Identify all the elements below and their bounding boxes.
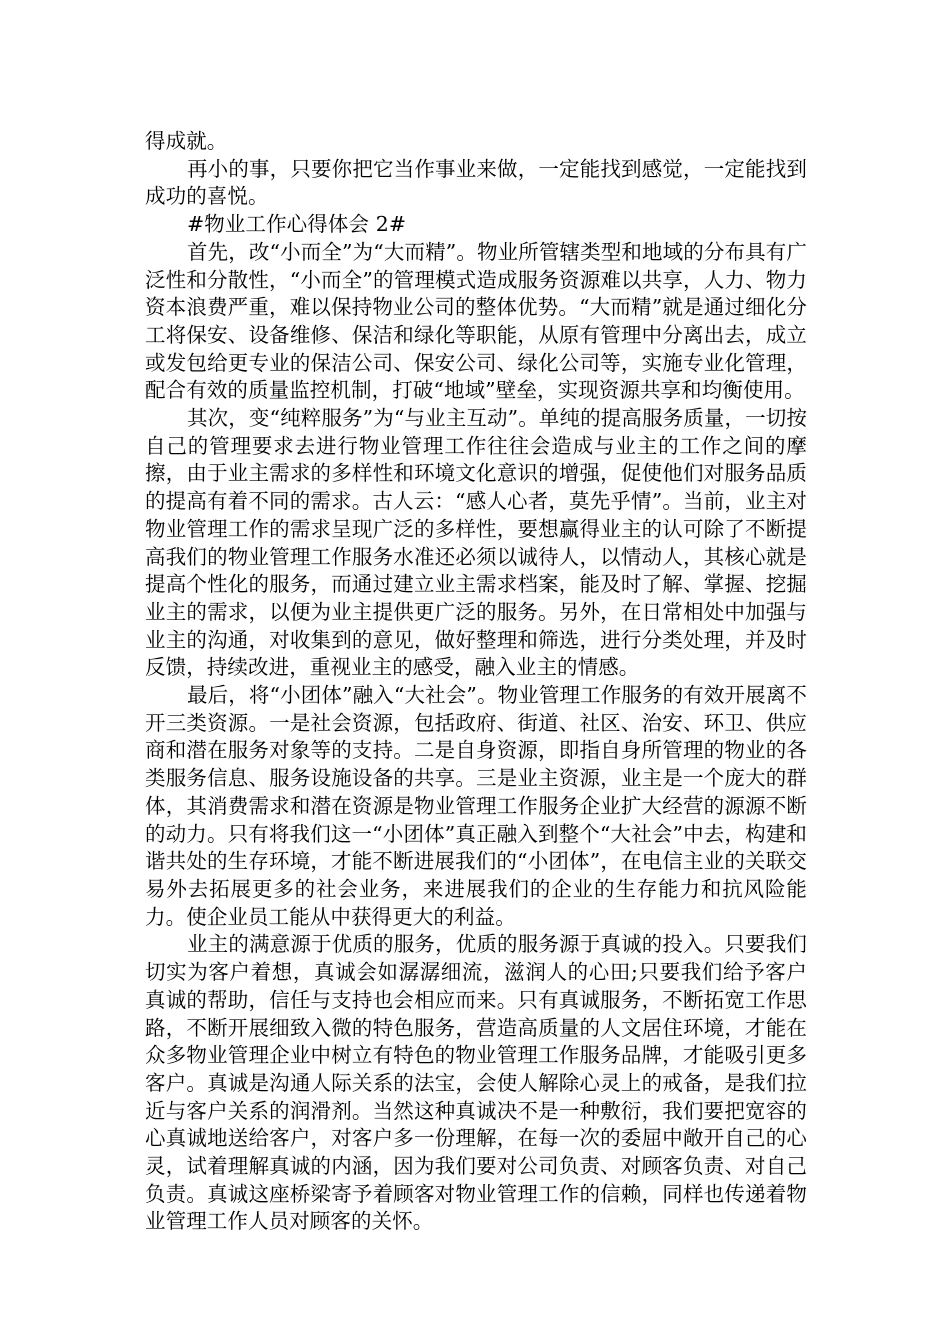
- paragraph-first: 首先，改“小而全”为“大而精”。物业所管辖类型和地域的分布具有广泛性和分散性，“小而全”的管理模式造成服务资源难以共享，人力、物力资本浪费严重，难以保持物业公司的整体优势。“大而精”就是通过细化分工将保安、设备维修、保洁和绿化等职能，从原有管理中分离出去，成立或发包给更专业的保洁公司、保安公司、绿化公司等，实施专业化管理，配合有效的质量监控机制，打破“地域”壁垒，实现资源共享和均衡使用。: [145, 239, 807, 403]
- paragraph-last: 最后，将“小团体”融入“大社会”。物业管理工作服务的有效开展离不开三类资源。一是社会资源，包括政府、街道、社区、治安、环卫、供应商和潜在服务对象等的支持。二是自身资源，即指自身所管理的物业的各类服务信息、服务设施设备的共享。三是业主资源，业主是一个庞大的群体，其消费需求和潜在资源是物业管理工作服务企业扩大经营的源源不断的动力。只有将我们这一“小团体”真正融入到整个“大社会”中去，构建和谐共处的生存环境，才能不断进展我们的“小团体”，在电信主业的关联交易外去拓展更多的社会业务，来进展我们的企业的生存能力和抗风险能力。使企业员工能从中获得更大的利益。: [145, 683, 807, 929]
- document-body: [145, 128, 807, 1236]
- paragraph-continuation: 得成就。: [145, 129, 228, 153]
- paragraph-second: 其次，变“纯粹服务”为“与业主互动”。单纯的提高服务质量，一切按自己的管理要求去进行物业管理工作往往会造成与业主的工作之间的摩擦，由于业主需求的多样性和环境文化意识的增强，促使他们对服务品质的提高有着不同的需求。古人云：“感人心者，莫先乎情”。当前，业主对物业管理工作的需求呈现广泛的多样性，要想赢得业主的认可除了不断提高我们的物业管理工作服务水准还必须以诚待人，以情动人，其核心就是提高个性化的服务，而通过建立业主需求档案，能及时了解、掌握、挖掘业主的需求，以便为业主提供更广泛的服务。另外，在日常相处中加强与业主的沟通，对收集到的意见，做好整理和筛选，进行分类处理，并及时反馈，持续改进，重视业主的感受，融入业主的情感。: [145, 406, 807, 680]
- section-heading: #物业工作心得体会 2#: [187, 212, 407, 237]
- paragraph-sincerity: 业主的满意源于优质的服务，优质的服务源于真诚的投入。只要我们切实为客户着想，真诚会如潺潺细流，滋润人的心田;只要我们给予客户真诚的帮助，信任与支持也会相应而来。只有真诚服务，不断拓宽工作思路，不断开展细致入微的特色服务，营造高质量的人文居住环境，才能在众多物业管理企业中树立有特色的物业管理工作服务品牌，才能吸引更多客户。真诚是沟通人际关系的法宝，会使人解除心灵上的戒备，是我们拉近与客户关系的润滑剂。当然这种真诚决不是一种敷衍，我们要把宽容的心真诚地送给客户，对客户多一份理解，在每一次的委屈中敞开自己的心灵，试着理解真诚的内涵，因为我们要对公司负责、对顾客负责、对自己负责。真诚这座桥梁寄予着顾客对物业管理工作的信赖，同样也传递着物业管理工作人员对顾客的关怀。: [145, 932, 807, 1234]
- paragraph-small-things: 再小的事，只要你把它当作事业来做，一定能找到感觉，一定能找到成功的喜悦。: [145, 156, 807, 209]
